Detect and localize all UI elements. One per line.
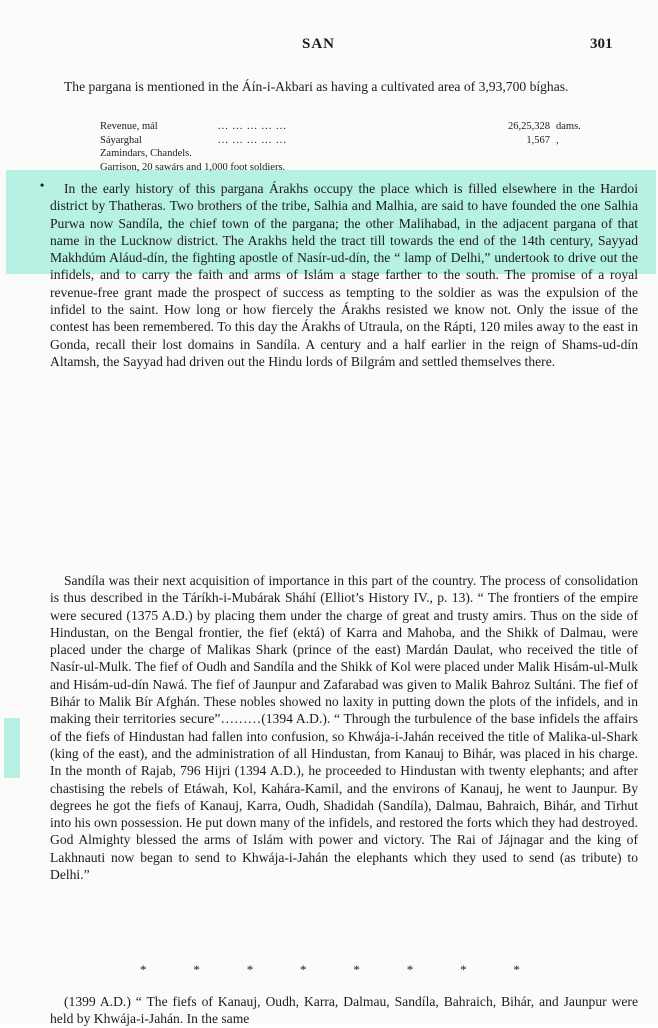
paragraph-text: Sandíla was their next acquisition of importance in this part of the country. The process of consolidation is thus described in the Táríkh-i-Mubárak Sháhí (Elliot’s History IV., p. 13). “ The frontiers of the empire were secured (1375 A.D.) by placing them under the charge of great and trusty amirs. Thus on the side of Hindustan, on the Bengal frontier, the fief (ektá) of Karra and Mahoba, and the Shikk of Dalmau, were placed under the charge of Malikas Shark (prince of the east) Mardán Daulat, who received the title of Nasír-ul-Mulk. The fief of Oudh and Sandíla and the Shikk of Kol were placed under Malik Hisám-ul-Mulk and Hisám-ud-dín Nawá. The fief of Jaunpur and Zafarabad was given to Malik Bahroz Sultáni. The fief of Bihár to Malik Bír Afghán. These nobles showed no laxity in putting down the plots of the infidels, and in making their territories secure”………(1394 A.D.). “ Through the turbulence of the base infidels the affairs of the fiefs of Hindustan had fallen into confusion, so Khwája-i-Jahán received the title of Malika-ul-Shark (king of the east), and the administration of all Hindustan, from Kanauj to Bihár, was placed in his charge. In the month of Rajab, 796 Hijri (1394 A.D.), he proceeded to Hindustan with twenty elephants; and after chastising the rebels of Etáwah, Kol, Kahára-Kamil, and the environs of Kanauj, he went to Jaunpur. By degrees he got the fiefs of Kanauj, Karra, Oudh, Shadidah (Sandíla), Dalmau, Bahraich, Bihár, and Tirhut into his own possession. He put down many of the infidels, and restored the forts which they had destroyed. God Almighty blessed the arms of Islám with power and victory. The Rai of Jájnagar and the king of Lakhnauti now began to send to Khwája-i-Jahán the elephants which they used to send (as tribute) to Delhi.” [50,573,638,883]
row-label: Revenue, mál [100,121,158,132]
star-glyph: * [513,962,520,977]
star-glyph: * [140,962,147,977]
row-value: 1,567 [526,134,550,146]
paragraph-sandila [50,572,638,883]
page-number: 301 [590,36,613,52]
star-glyph: * [300,962,307,977]
star-glyph: * [246,962,254,977]
star-glyph: * [460,962,467,977]
section-break-stars [140,962,520,978]
sayarghal-row [100,134,620,148]
intro-paragraph [50,78,638,95]
running-head [0,36,658,56]
page-heading: SAN [302,36,336,52]
paragraph-text: In the early history of this pargana Árakhs occupy the place which is filled elsewhere in the Hardoi district by Thatheras. Two brothers of the tribe, Salhia and Malhia, are said to have founded the one Salhia Purwa now Sandíla, the chief town of the pargana; the other Malihabad, in the adjacent pargana of that name in the Lucknow district. The Arakhs held the tract till towards the end of the 14th century, Sayyad Makhdúm Aláud-dín, the fighting apostle of Nasír-ud-dín, the “ lamp of Delhi,” undertook to drive out the infidels, and to carry the faith and arms of Islám a stage farther to the south. The promise of a royal revenue-free grant made the prospect of success as tempting to the soldier as was the expulsion of the infidel to the saint. How long or how fiercely the Árakhs resisted we know not. Only the issue of the contest has been remembered. To this day the Árakhs of Utraula, on the Rápti, 120 miles away to the east in Gonda, recall their lost domains in Sandíla. A century and a half earlier in the reign of Shams-ud-dín Altamsh, the Sayyad had driven out the Hindu lords of Bilgrám and settled themselves there. [50,181,638,369]
star-glyph: * [193,962,200,977]
paragraph-early-history [50,180,638,370]
intro-text: The pargana is mentioned in the Áín-i-Akbari as having a cultivated area of 3,93,700 bíghas. [64,79,569,94]
revenue-table [100,120,620,174]
leader-dots: ... ... ... ... ... [218,134,287,146]
zamindars-text: Zamindars, Chandels. [100,148,192,159]
leader-dots: ... ... ... ... ... [218,121,287,132]
revenue-row [100,120,620,134]
row-unit: dams. [556,121,581,132]
paragraph-text: (1399 A.D.) “ The fiefs of Kanauj, Oudh, Karra, Dalmau, Sandíla, Bahraich, Bihár, and Jaunpur were held by Khwája-i-Jahán. In the same [50,994,638,1027]
row-value: 26,25,328 [508,121,550,132]
row-label: Sáyarghal [100,134,142,146]
margin-highlight [4,718,20,778]
garrison-row [100,161,620,175]
paragraph-1399 [50,993,638,1028]
zamindars-row [100,147,620,161]
star-glyph: * [353,962,360,977]
star-glyph: * [406,962,414,977]
row-unit: , [556,134,559,146]
garrison-text: Garrison, 20 sawárs and 1,000 foot soldiers. [100,161,286,173]
margin-bullet: • [40,178,45,192]
